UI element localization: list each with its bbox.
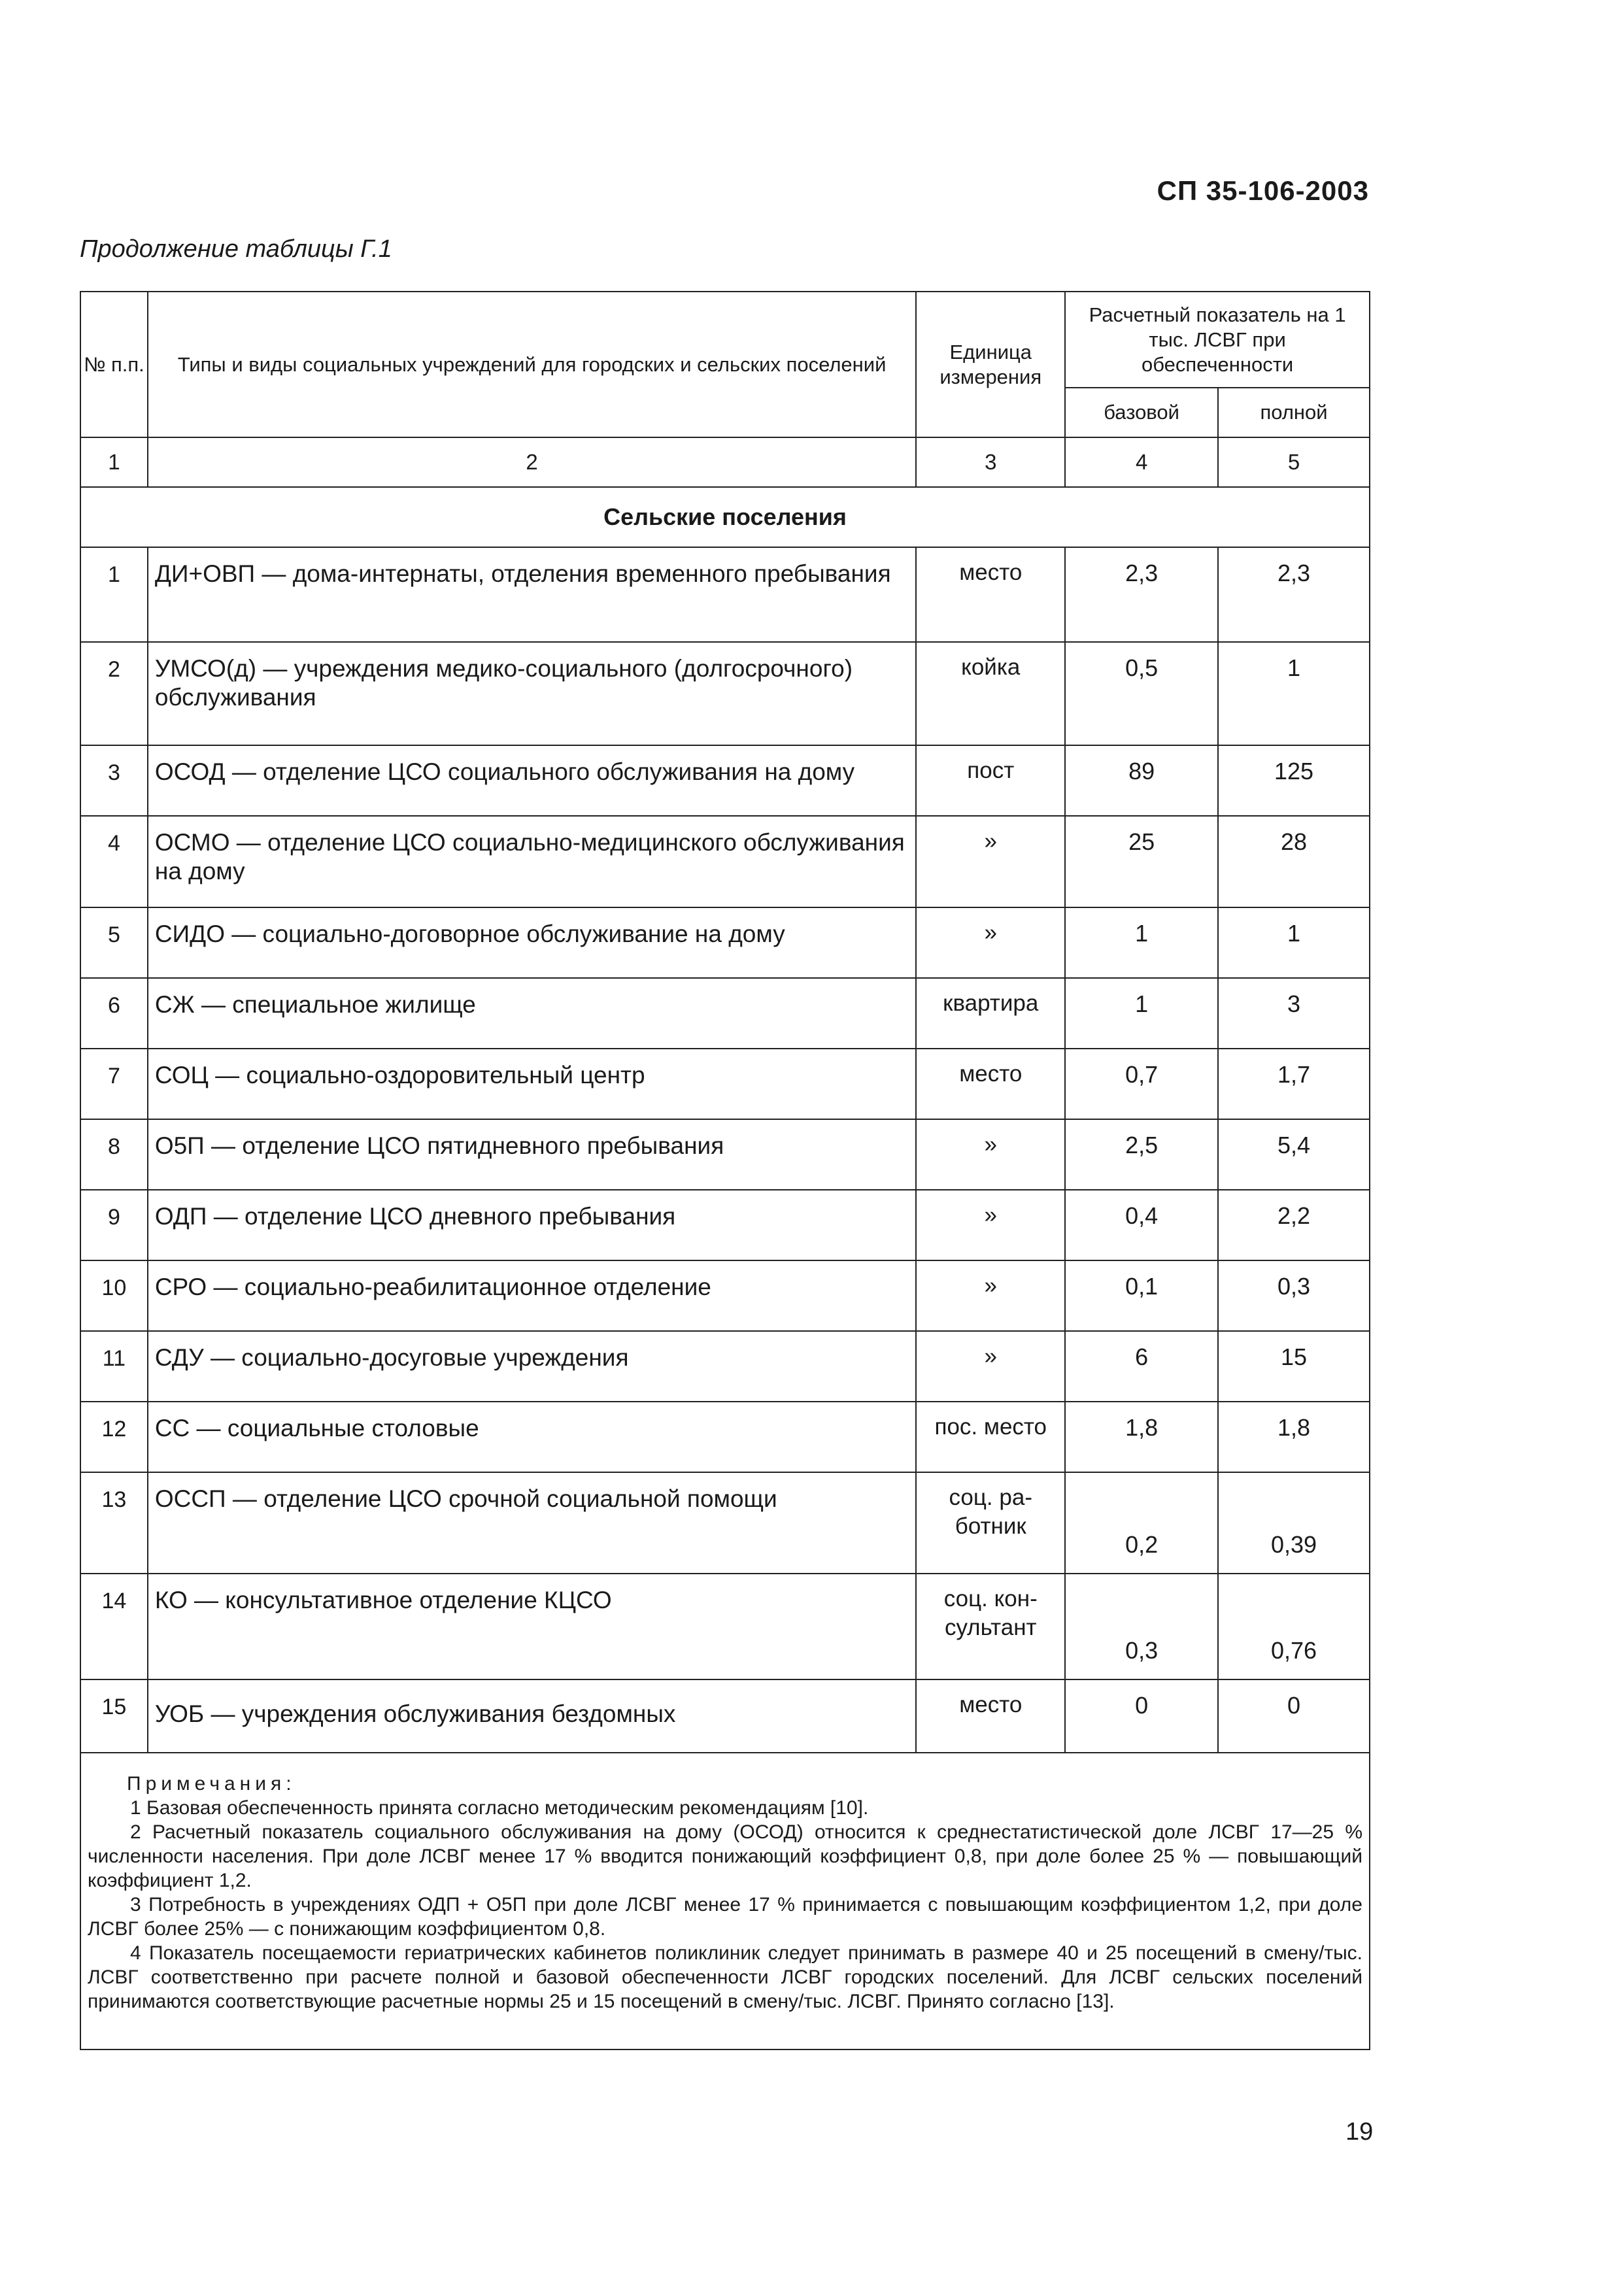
table-row: [80, 1472, 1370, 1574]
note-item: 3 Потребность в учреждениях ОДП + О5П при доле ЛСВГ менее 17 % принимается с повышающим коэффициентом 1,2, при доле ЛСВГ более 25% — с понижающим коэффициентом 0,8.: [88, 1894, 1362, 1940]
row-number: 4: [80, 816, 148, 907]
table-row: [80, 1402, 1370, 1472]
full-value: 125: [1218, 745, 1370, 816]
unit-value: место: [916, 1049, 1065, 1119]
base-value: 89: [1065, 745, 1218, 816]
base-value: 0,5: [1065, 642, 1218, 745]
full-value: 0,39: [1218, 1472, 1370, 1574]
full-value: 1,7: [1218, 1049, 1370, 1119]
table-row: [80, 1190, 1370, 1260]
institution-name: СРО — социально-реабилитационное отделение: [148, 1260, 917, 1331]
base-value: 0,1: [1065, 1260, 1218, 1331]
row-number: 13: [80, 1472, 148, 1574]
table-row: [80, 1679, 1370, 1753]
base-value: 0: [1065, 1679, 1218, 1753]
row-number: 14: [80, 1574, 148, 1679]
header-types: Типы и виды социальных учреждений для городских и сельских поселений: [148, 292, 917, 437]
institution-name: ОСМО — отделение ЦСО социально-медицинского обслуживания на дому: [148, 816, 917, 907]
unit-value: пост: [916, 745, 1065, 816]
row-number: 5: [80, 907, 148, 978]
full-value: 0,3: [1218, 1260, 1370, 1331]
full-value: 2,2: [1218, 1190, 1370, 1260]
base-value: 6: [1065, 1331, 1218, 1402]
unit-value: место: [916, 547, 1065, 642]
base-value: 25: [1065, 816, 1218, 907]
table-row: [80, 1049, 1370, 1119]
full-value: 1,8: [1218, 1402, 1370, 1472]
full-value: 3: [1218, 978, 1370, 1049]
unit-value: соц. работник: [916, 1472, 1065, 1574]
base-value: 0,4: [1065, 1190, 1218, 1260]
institution-name: СЖ — специальное жилище: [148, 978, 917, 1049]
institution-name: ОССП — отделение ЦСО срочной социальной помощи: [148, 1472, 917, 1574]
table-row: [80, 907, 1370, 978]
row-number: 1: [80, 547, 148, 642]
unit-value: »: [916, 1331, 1065, 1402]
column-number: 4: [1065, 437, 1218, 487]
unit-value: »: [916, 1190, 1065, 1260]
institution-name: ОДП — отделение ЦСО дневного пребывания: [148, 1190, 917, 1260]
base-value: 2,3: [1065, 547, 1218, 642]
institution-name: УМСО(д) — учреждения медико-социального (долгосрочного) обслуживания: [148, 642, 917, 745]
base-value: 1,8: [1065, 1402, 1218, 1472]
row-number: 10: [80, 1260, 148, 1331]
header-unit: Единица измерения: [916, 292, 1065, 437]
table-row: [80, 1331, 1370, 1402]
base-value: 0,2: [1065, 1472, 1218, 1574]
institution-name: КО — консультативное отделение КЦСО: [148, 1574, 917, 1679]
header-full: полной: [1218, 388, 1370, 437]
table-row: [80, 1119, 1370, 1190]
column-number: 3: [916, 437, 1065, 487]
unit-value: койка: [916, 642, 1065, 745]
unit-value: »: [916, 1260, 1065, 1331]
row-number: 7: [80, 1049, 148, 1119]
unit-value: »: [916, 1119, 1065, 1190]
base-value: 0,7: [1065, 1049, 1218, 1119]
table-row: [80, 816, 1370, 907]
column-number: 5: [1218, 437, 1370, 487]
page-number: 19: [1345, 2118, 1374, 2146]
note-item: 1 Базовая обеспеченность принята согласно методическим рекомендациям [10].: [130, 1797, 869, 1819]
institution-name: СДУ — социально-досуговые учреждения: [148, 1331, 917, 1402]
row-number: 6: [80, 978, 148, 1049]
row-number: 2: [80, 642, 148, 745]
base-value: 1: [1065, 907, 1218, 978]
full-value: 1: [1218, 642, 1370, 745]
institution-name: УОБ — учреждения обслуживания бездомных: [148, 1679, 917, 1753]
full-value: 15: [1218, 1331, 1370, 1402]
table-row: [80, 547, 1370, 642]
full-value: 2,3: [1218, 547, 1370, 642]
institution-name: СС — социальные столовые: [148, 1402, 917, 1472]
full-value: 0,76: [1218, 1574, 1370, 1679]
institution-name: СИДО — социально-договорное обслуживание на дому: [148, 907, 917, 978]
institution-name: ОСОД — отделение ЦСО социального обслуживания на дому: [148, 745, 917, 816]
row-number: 9: [80, 1190, 148, 1260]
table-caption: Продолжение таблицы Г.1: [80, 235, 392, 263]
table-row: [80, 978, 1370, 1049]
notes-block: [80, 1753, 1370, 2049]
table-row: [80, 1574, 1370, 1679]
institution-name: О5П — отделение ЦСО пятидневного пребывания: [148, 1119, 917, 1190]
header-base: базовой: [1065, 388, 1218, 437]
table-row: [80, 1260, 1370, 1331]
row-number: 3: [80, 745, 148, 816]
document-code: СП 35-106-2003: [1157, 175, 1369, 206]
row-number: 12: [80, 1402, 148, 1472]
full-value: 0: [1218, 1679, 1370, 1753]
base-value: 2,5: [1065, 1119, 1218, 1190]
unit-value: »: [916, 907, 1065, 978]
unit-value: место: [916, 1679, 1065, 1753]
row-number: 15: [80, 1679, 148, 1753]
unit-value: соц. консультант: [916, 1574, 1065, 1679]
note-item: 2 Расчетный показатель социального обслуживания на дому (ОСОД) относится к среднестатистической доле ЛСВГ 17—25 % численности населения. При доле ЛСВГ менее 17 % вводится понижающий коэффициент 0,8, при доле более 25 % — повышающий коэффициент 1,2.: [88, 1821, 1362, 1891]
institution-name: СОЦ — социально-оздоровительный центр: [148, 1049, 917, 1119]
unit-value: квартира: [916, 978, 1065, 1049]
institution-name: ДИ+ОВП — дома-интернаты, отделения временного пребывания: [148, 547, 917, 642]
table-row: [80, 745, 1370, 816]
base-value: 0,3: [1065, 1574, 1218, 1679]
header-num: № п.п.: [80, 292, 148, 437]
column-number: 1: [80, 437, 148, 487]
full-value: 28: [1218, 816, 1370, 907]
row-number: 8: [80, 1119, 148, 1190]
notes-title: Примечания:: [127, 1773, 296, 1795]
unit-value: пос. место: [916, 1402, 1065, 1472]
section-title: Сельские поселения: [80, 487, 1370, 547]
full-value: 5,4: [1218, 1119, 1370, 1190]
norms-table: [80, 291, 1370, 2050]
base-value: 1: [1065, 978, 1218, 1049]
column-number: 2: [148, 437, 917, 487]
table-row: [80, 642, 1370, 745]
unit-value: »: [916, 816, 1065, 907]
header-indicator: Расчетный показатель на 1 тыс. ЛСВГ при обеспеченности: [1065, 292, 1370, 388]
row-number: 11: [80, 1331, 148, 1402]
full-value: 1: [1218, 907, 1370, 978]
note-item: 4 Показатель посещаемости гериатрических кабинетов поликлиник следует принимать в размере 40 и 25 посещений в смену/тыс. ЛСВГ соответственно при расчете полной и базовой обеспеченности ЛСВГ городских поселений. Для ЛСВГ сельских поселений принимаются соответствующие расчетные нормы 25 и 15 посещений в смену/тыс. ЛСВГ. Принято согласно [13].: [88, 1942, 1362, 2012]
